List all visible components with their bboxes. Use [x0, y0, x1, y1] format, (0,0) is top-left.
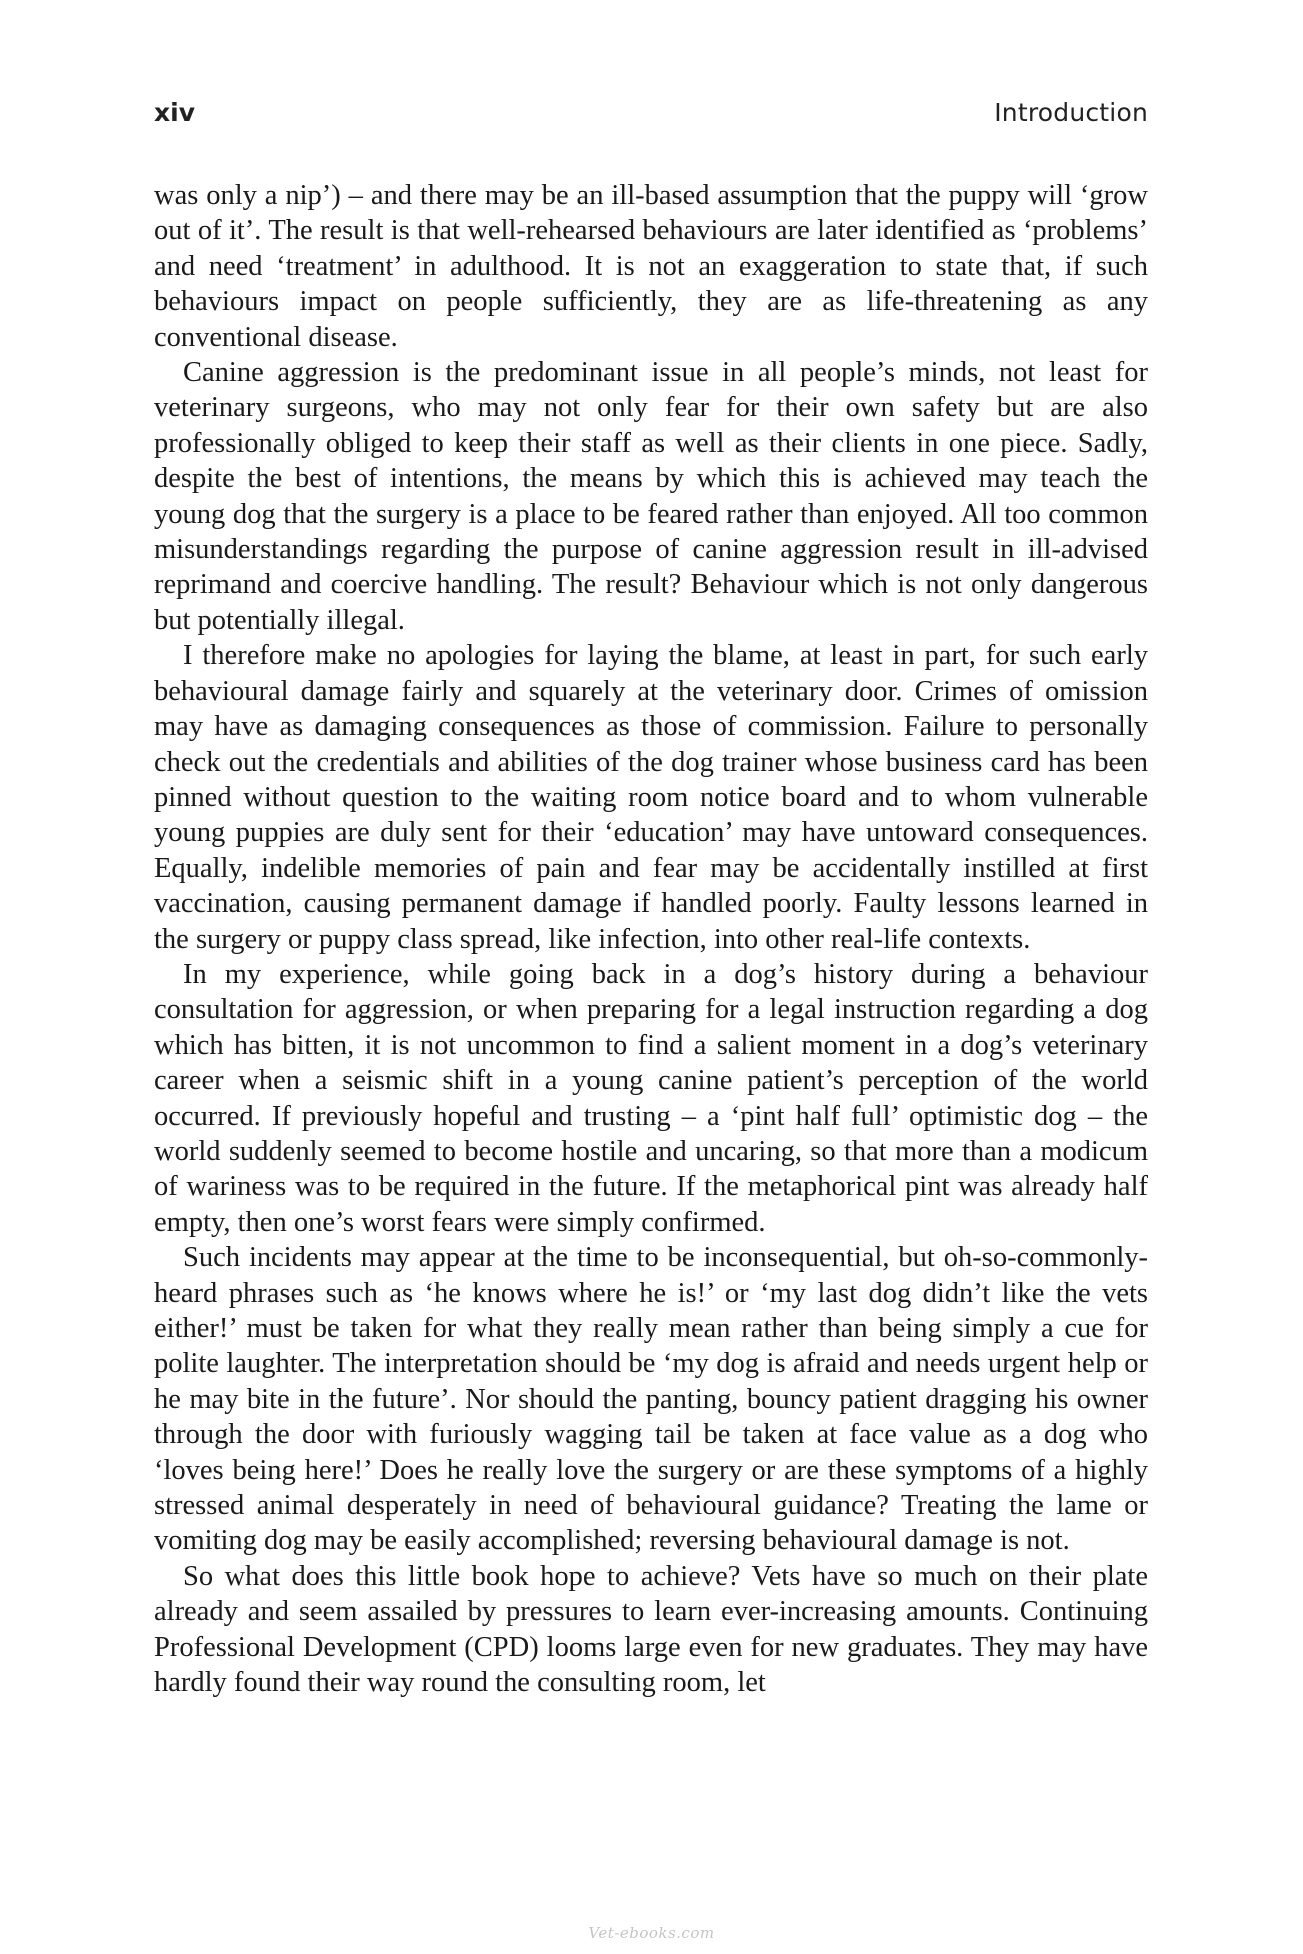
paragraph-6: So what does this little book hope to achieve? Vets have so much on their plate already and seem assailed by pressures to learn ever-increasing amounts. Continuing Professional Development (CPD) looms large even for new graduates. They may have hardly found their way round the consulting room, let: [154, 1560, 1148, 1699]
paragraph-5: Such incidents may appear at the time to be inconsequential, but oh-so-commonly-heard phrases such as ‘he knows where he is!’ or ‘my last dog didn’t like the vets either!’ must be taken for what they really mean rather than being simply a cue for polite laughter. The interpretation should be ‘my dog is afraid and needs urgent help or he may bite in the future’. Nor should the panting, bouncy patient dragging his owner through the door with furiously wagging tail be taken at face value as a dog who ‘loves being here!’ Does he really love the surgery or are these symptoms of a highly stressed animal desperately in need of behavioural guidance? Treating the lame or vomiting dog may be easily accomplished; reversing behavioural damage is not.: [154, 1242, 1148, 1557]
paragraph-1: was only a nip’) – and there may be an ill-based assumption that the puppy will ‘grow out of it’. The result is that well-rehearsed behaviours are later identified as ‘problems’ and need ‘treatment’ in adulthood. It is not an exaggeration to state that, if such behaviours impact on people sufficiently, they are as life-threatening as any conventional disease.: [154, 180, 1148, 353]
paragraph-3: I therefore make no apologies for laying the blame, at least in part, for such early behavioural damage fairly and squarely at the veterinary door. Crimes of omission may have as damaging consequences as those of commission. Failure to personally check out the credentials and abilities of the dog trainer whose business card has been pinned without question to the waiting room notice board and to whom vulnerable young puppies are duly sent for their ‘education’ may have untoward consequences. Equally, indelible memories of pain and fear may be accidentally instilled at first vaccination, causing permanent damage if handled poorly. Faulty lessons learned in the surgery or puppy class spread, like infection, into other real-life contexts.: [154, 640, 1148, 955]
paragraph-4: In my experience, while going back in a dog’s history during a behaviour consultation for aggression, or when preparing for a legal instruction regarding a dog which has bitten, it is not uncommon to find a salient moment in a dog’s veterinary career when a seismic shift in a young canine patient’s perception of the world occurred. If previously hopeful and trusting – a ‘pint half full’ optimistic dog – the world suddenly seemed to become hostile and uncaring, so that more than a modicum of wariness was to be required in the future. If the metaphorical pint was already half empty, then one’s worst fears were simply confirmed.: [154, 958, 1148, 1238]
running-head: [154, 98, 1148, 127]
paragraph-2: Canine aggression is the predominant issue in all people’s minds, not least for veterinary surgeons, who may not only fear for their own safety but are also professionally obliged to keep their staff as well as their clients in one piece. Sadly, despite the best of intentions, the means by which this is achieved may teach the young dog that the surgery is a place to be feared rather than enjoyed. All too common misunderstandings regarding the purpose of canine aggression result in ill-advised reprimand and coercive handling. The result? Behaviour which is not only dangerous but potentially illegal.: [154, 357, 1148, 636]
body-text: [154, 178, 1148, 1700]
watermark: Vet-ebooks.com: [588, 1924, 715, 1942]
running-title: Introduction: [994, 98, 1148, 127]
page-number: xiv: [154, 98, 195, 127]
